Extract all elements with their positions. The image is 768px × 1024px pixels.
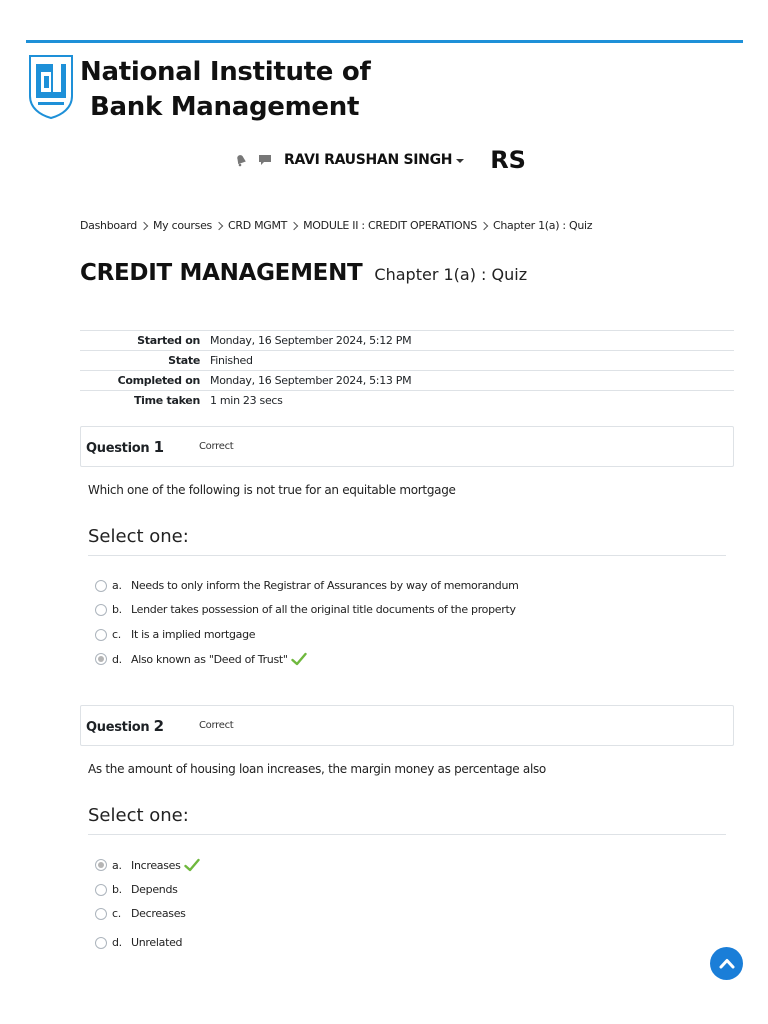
select-one-prompt: Select one: [88,526,726,556]
table-row [80,391,734,411]
option-letter: a. [112,579,122,592]
question-1-header [80,426,734,467]
option-text: Needs to only inform the Registrar of Assurances by way of memorandum [131,579,519,592]
question-2-header [80,705,734,746]
option-text: Also known as "Deed of Trust" [131,652,288,666]
course-title: CREDIT MANAGEMENT [80,260,363,286]
summary-label: Completed on [80,371,205,391]
quiz-title: Chapter 1(a) : Quiz [374,265,528,284]
chevron-right-icon [140,221,148,229]
breadcrumb-item[interactable]: CRD MGMT [227,219,288,232]
radio-button[interactable] [95,580,107,592]
option-letter: d. [112,652,122,666]
option-text: Depends [131,883,178,896]
summary-label: State [80,351,205,371]
answer-option[interactable] [95,907,186,920]
attempt-summary-table [80,330,734,411]
bell-icon[interactable] [234,153,248,167]
user-menu [234,146,526,174]
question-2-text: As the amount of housing loan increases, the margin money as percentage also [88,762,546,776]
chevron-right-icon [215,221,223,229]
chevron-right-icon [480,221,488,229]
breadcrumb-item[interactable]: MODULE II : CREDIT OPERATIONS [303,219,477,232]
question-number: Question 2 [86,716,164,735]
option-text: Increases [131,858,181,872]
table-row [80,331,734,351]
breadcrumb [80,219,592,232]
avatar[interactable]: RS [490,146,526,174]
page-title [80,260,527,286]
radio-button[interactable] [95,937,107,949]
user-name-dropdown[interactable]: RAVI RAUSHAN SINGH [284,152,453,168]
radio-button-selected[interactable] [95,859,107,871]
brand-name [80,55,370,125]
breadcrumb-item[interactable]: Dashboard [80,219,137,232]
answer-option[interactable] [95,603,516,616]
breadcrumb-item[interactable]: My courses [152,219,212,232]
radio-button-selected[interactable] [95,653,107,665]
brand-line-2: Bank Management [90,92,360,122]
answer-option[interactable] [95,652,307,666]
scroll-to-top-button[interactable] [710,947,743,980]
summary-value: Monday, 16 September 2024, 5:12 PM [205,331,734,351]
question-status: Correct [199,441,234,452]
chevron-up-icon [718,955,736,973]
radio-button[interactable] [95,629,107,641]
summary-value: Monday, 16 September 2024, 5:13 PM [205,371,734,391]
option-text: Unrelated [131,936,183,949]
summary-value: Finished [205,351,734,371]
table-row [80,351,734,371]
radio-button[interactable] [95,884,107,896]
option-letter: b. [112,603,122,616]
radio-button[interactable] [95,908,107,920]
site-brand[interactable] [26,52,370,125]
option-text: It is a implied mortgage [131,628,256,641]
answer-option[interactable] [95,628,255,641]
chevron-right-icon [290,221,298,229]
answer-option[interactable] [95,858,200,872]
question-number: Question 1 [86,437,164,456]
answer-option[interactable] [95,579,519,592]
brand-line-1: National Institute of [80,57,371,87]
table-row [80,371,734,391]
option-letter: b. [112,883,122,896]
summary-label: Time taken [80,391,205,411]
option-letter: c. [112,628,121,641]
option-text: Lender takes possession of all the original title documents of the property [131,603,516,616]
answer-option[interactable] [95,883,178,896]
breadcrumb-item[interactable]: Chapter 1(a) : Quiz [493,219,593,232]
summary-value: 1 min 23 secs [205,391,734,411]
radio-button[interactable] [95,604,107,616]
option-letter: a. [112,858,122,872]
select-one-prompt: Select one: [88,805,726,835]
speech-bubble-icon[interactable] [258,153,272,167]
option-text: Decreases [131,907,186,920]
option-letter: d. [112,936,122,949]
nibm-logo-icon [26,52,76,120]
summary-label: Started on [80,331,205,351]
checkmark-icon [184,858,200,872]
question-status: Correct [199,720,234,731]
answer-option[interactable] [95,936,182,949]
option-letter: c. [112,907,121,920]
top-accent-rule [26,40,743,43]
checkmark-icon [291,652,307,666]
question-1-text: Which one of the following is not true for an equitable mortgage [88,483,456,497]
chevron-down-icon[interactable] [456,159,464,163]
